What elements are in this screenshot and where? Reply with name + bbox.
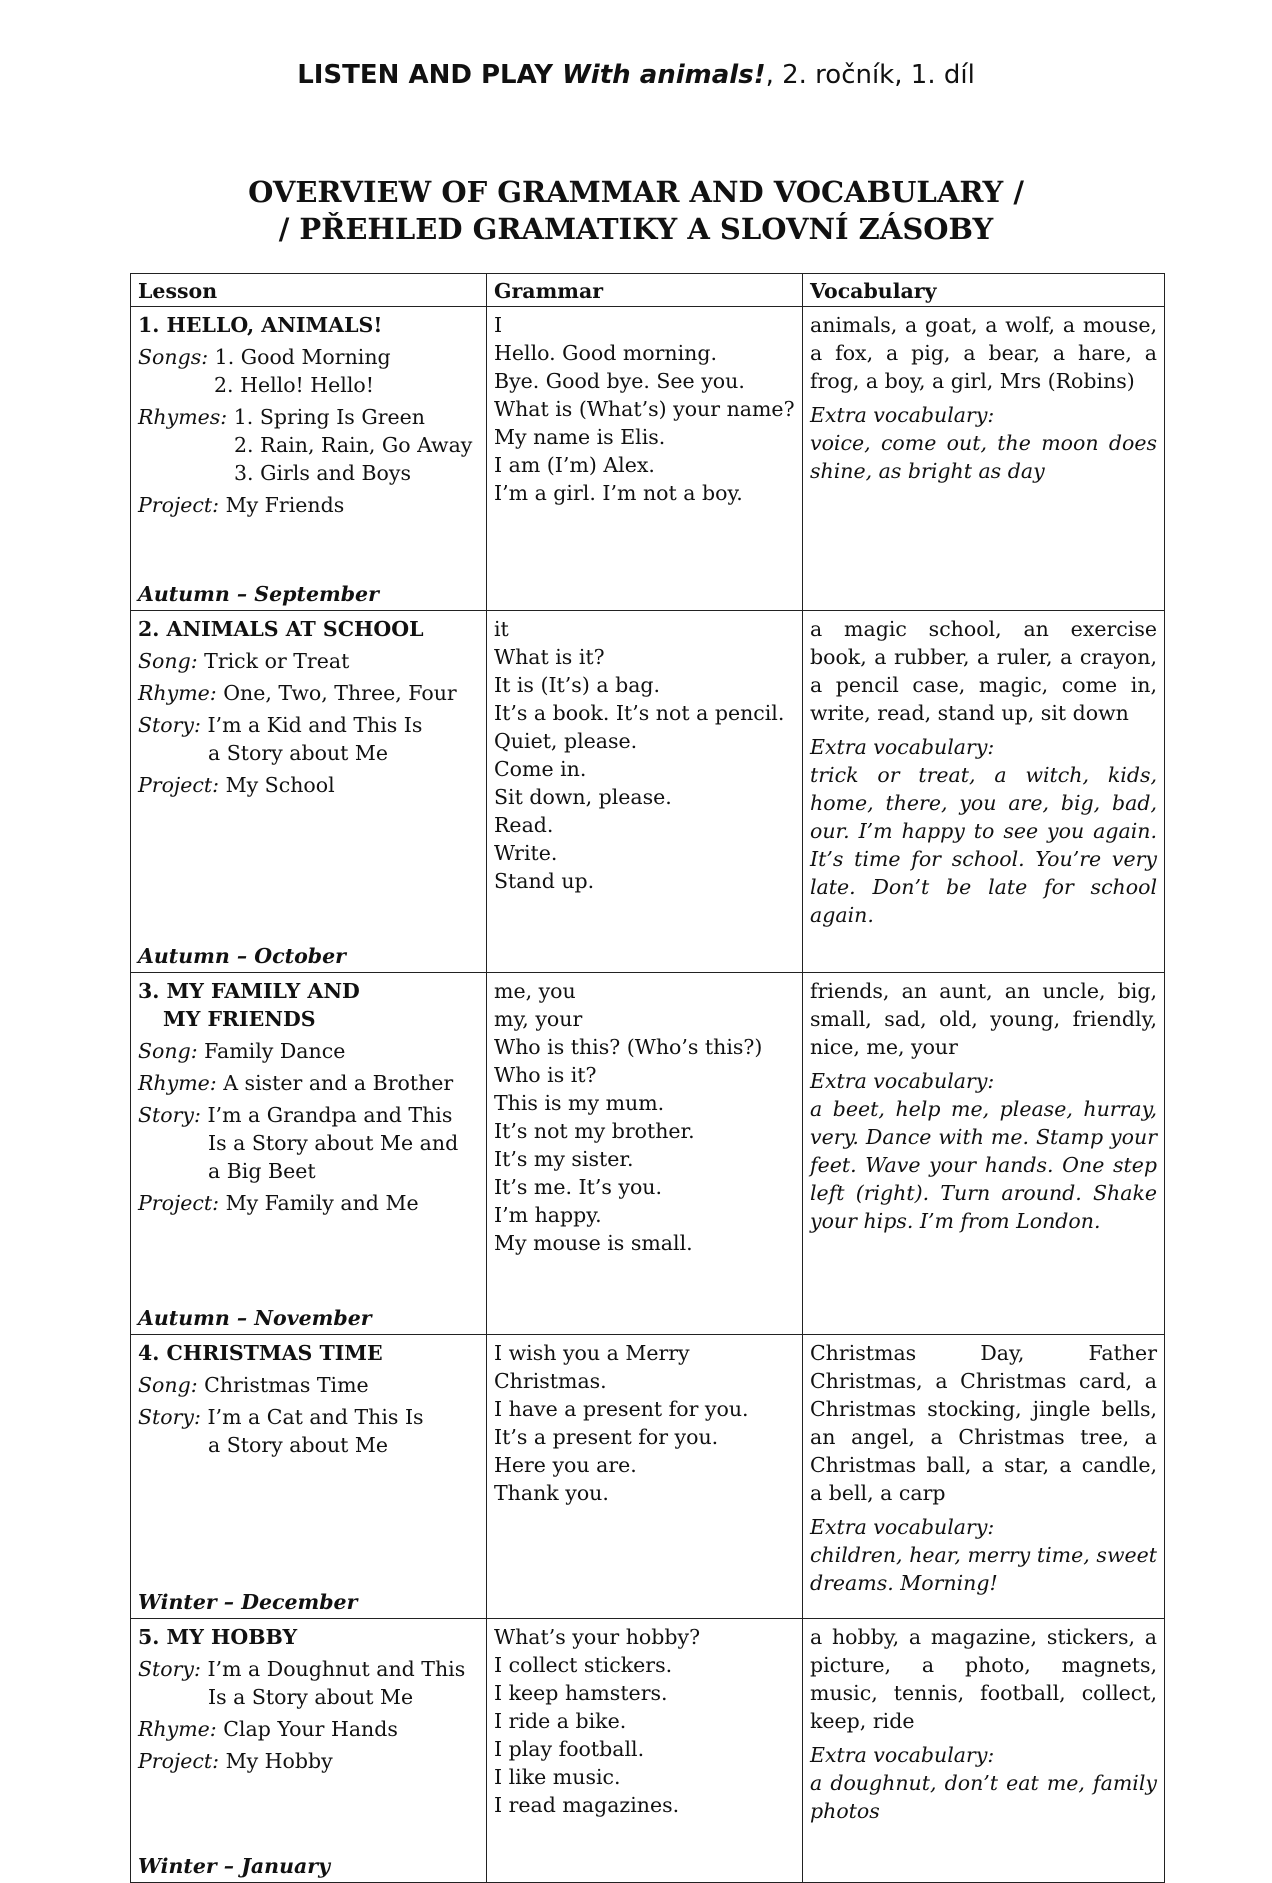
entry-value: I’m a Grandpa and This [207, 1103, 453, 1127]
vocabulary-text: a magic school, an exercise book, a rubber, a ruler, a crayon, a pencil case, magic, come in, write, read, stand up, sit down [810, 617, 1157, 725]
grammar-line: I [494, 313, 503, 337]
grammar-cell [487, 1619, 803, 1883]
grammar-cell [487, 1335, 803, 1619]
grammar-line: I like music. [494, 1765, 621, 1789]
entry-label: Project: [138, 1749, 220, 1773]
extra-vocabulary-label: Extra vocabulary: [810, 735, 995, 759]
header-subtitle: With animals! [562, 60, 766, 90]
season-label: Autumn – November [138, 1306, 372, 1330]
page-header [0, 60, 1272, 90]
grammar-line: I have a present for you. [494, 1397, 749, 1421]
entry-label: Rhyme: [138, 1717, 217, 1741]
vocabulary-cell [803, 1335, 1165, 1619]
grammar-line: me, you [494, 979, 576, 1003]
entry-value: 1. Good Morning [214, 345, 391, 369]
table-row [131, 1619, 1165, 1883]
entry-value: Christmas Time [204, 1373, 369, 1397]
grammar-line: Here you are. [494, 1453, 637, 1477]
vocabulary-text: Christmas Day, Father Christmas, a Christmas card, a Christmas stocking, jingle bells, an angel, a Christmas tree, a Christmas ball, a star, a candle, a bell, a carp [810, 1341, 1157, 1505]
grammar-line: my, your [494, 1007, 583, 1031]
grammar-line: It’s a present for you. [494, 1425, 719, 1449]
table-row [131, 611, 1165, 973]
entry-value: Is a Story about Me [208, 1685, 414, 1709]
grammar-line: I keep hamsters. [494, 1681, 668, 1705]
table-row [131, 973, 1165, 1335]
entry-label: Song: [138, 1039, 198, 1063]
grammar-line: It is (It’s) a bag. [494, 673, 661, 697]
lesson-title [138, 1339, 479, 1367]
lesson-entry [138, 1069, 479, 1097]
entry-label: Rhyme: [138, 1071, 217, 1095]
header-lesson: Lesson [131, 274, 487, 307]
grammar-line: Sit down, please. [494, 785, 672, 809]
entry-value: 3. Girls and Boys [234, 461, 411, 485]
grammar-line: it [494, 617, 509, 641]
grammar-line: Who is this? (Who’s this?) [494, 1035, 763, 1059]
lesson-entry [138, 711, 479, 767]
lesson-title [138, 1623, 479, 1651]
lesson-cell [131, 1619, 487, 1883]
header-series: LISTEN AND PLAY [297, 60, 563, 90]
vocabulary-cell [803, 973, 1165, 1335]
grammar-line: I collect stickers. [494, 1653, 673, 1677]
lesson-entry [138, 1189, 479, 1217]
grammar-line: Read. [494, 813, 554, 837]
lesson-entry [138, 1403, 479, 1459]
entry-label: Rhyme: [138, 681, 217, 705]
lesson-entry [138, 679, 479, 707]
entry-value: I’m a Doughnut and This [207, 1657, 466, 1681]
title-czech: / PŘEHLED GRAMATIKY A SLOVNÍ ZÁSOBY [278, 212, 994, 246]
entry-label: Story: [138, 1657, 201, 1681]
entry-label: Song: [138, 1373, 198, 1397]
entry-value: Is a Story about Me and [208, 1131, 459, 1155]
lesson-entry [138, 1715, 479, 1743]
grammar-cell [487, 973, 803, 1335]
entry-label: Songs: [138, 345, 209, 369]
lesson-title [138, 977, 479, 1033]
entry-value: a Big Beet [208, 1159, 316, 1183]
extra-vocabulary-text: voice, come out, the moon does shine, as bright as day [810, 431, 1157, 483]
entry-value: My School [225, 773, 335, 797]
grammar-line: Bye. Good bye. See you. [494, 369, 745, 393]
entry-label: Rhymes: [138, 405, 228, 429]
entry-value: a Story about Me [208, 741, 389, 765]
entry-value: Trick or Treat [204, 649, 350, 673]
lesson-entry [138, 1655, 479, 1711]
season-label: Winter – January [138, 1854, 330, 1878]
entry-label: Story: [138, 1405, 201, 1429]
entry-value: I’m a Cat and This Is [207, 1405, 424, 1429]
page-title [0, 174, 1272, 248]
grammar-line: I am (I’m) Alex. [494, 453, 655, 477]
vocabulary-text: friends, an aunt, an uncle, big, small, sad, old, young, friendly, nice, me, your [810, 979, 1157, 1059]
grammar-line: I ride a bike. [494, 1709, 627, 1733]
grammar-line: What is (What’s) your name? [494, 397, 795, 421]
extra-vocabulary-text: a doughnut, don’t eat me, family photos [810, 1771, 1157, 1823]
entry-value: 2. Rain, Rain, Go Away [234, 433, 473, 457]
extra-vocabulary-label: Extra vocabulary: [810, 1069, 995, 1093]
lesson-title-line: 4. CHRISTMAS TIME [138, 1341, 383, 1365]
lesson-entry [138, 403, 479, 487]
header-grade: , 2. ročník, 1. díl [765, 60, 975, 90]
table-header-row [131, 274, 1165, 307]
lesson-cell [131, 611, 487, 973]
lesson-title-line: 3. MY FAMILY AND [138, 979, 360, 1003]
grammar-line: I wish you a Merry Christmas. [494, 1341, 690, 1393]
lesson-entry [138, 771, 479, 799]
lesson-title [138, 311, 479, 339]
lesson-entry [138, 343, 479, 399]
grammar-line: It’s me. It’s you. [494, 1175, 663, 1199]
grammar-line: I read magazines. [494, 1793, 680, 1817]
entry-label: Story: [138, 713, 201, 737]
title-english: OVERVIEW OF GRAMMAR AND VOCABULARY / [248, 175, 1024, 209]
vocabulary-text: animals, a goat, a wolf, a mouse, a fox, a pig, a bear, a hare, a frog, a boy, a girl, Mrs (Robins) [810, 313, 1157, 393]
grammar-line: Quiet, please. [494, 729, 638, 753]
entry-value: 1. Spring Is Green [233, 405, 425, 429]
grammar-cell [487, 307, 803, 611]
lesson-entry [138, 1747, 479, 1775]
table-row [131, 307, 1165, 611]
lesson-cell [131, 307, 487, 611]
grammar-cell [487, 611, 803, 973]
entry-label: Song: [138, 649, 198, 673]
entry-value: I’m a Kid and This Is [207, 713, 423, 737]
entry-label: Story: [138, 1103, 201, 1127]
entry-value: My Friends [225, 493, 345, 517]
grammar-line: I’m a girl. I’m not a boy. [494, 481, 743, 505]
season-label: Autumn – September [138, 582, 379, 606]
grammar-line: I’m happy. [494, 1203, 602, 1227]
extra-vocabulary-text: trick or treat, a witch, kids, home, there, you are, big, bad, our. I’m happy to see you again. It’s time for school. You’re very late. Don’t be late for school again. [810, 763, 1157, 927]
extra-vocabulary-label: Extra vocabulary: [810, 1743, 995, 1767]
grammar-line: It’s my sister. [494, 1147, 634, 1171]
entry-value: 2. Hello! Hello! [214, 373, 374, 397]
entry-label: Project: [138, 1191, 220, 1215]
entry-value: My Hobby [225, 1749, 333, 1773]
lesson-entry [138, 1371, 479, 1399]
lesson-cell [131, 973, 487, 1335]
grammar-line: Who is it? [494, 1063, 597, 1087]
overview-table [130, 273, 1165, 1883]
entry-value: A sister and a Brother [223, 1071, 454, 1095]
season-label: Winter – December [138, 1590, 358, 1614]
grammar-line: It’s a book. It’s not a pencil. [494, 701, 785, 725]
grammar-line: My name is Elis. [494, 425, 666, 449]
vocabulary-cell [803, 1619, 1165, 1883]
season-label: Autumn – October [138, 944, 346, 968]
grammar-line: My mouse is small. [494, 1231, 693, 1255]
vocabulary-cell [803, 611, 1165, 973]
extra-vocabulary-text: children, hear, merry time, sweet dreams. Morning! [810, 1543, 1157, 1595]
lesson-entry [138, 1101, 479, 1185]
extra-vocabulary-label: Extra vocabulary: [810, 403, 995, 427]
vocabulary-text: a hobby, a magazine, stickers, a picture, a photo, magnets, music, tennis, football, collect, keep, ride [810, 1625, 1157, 1733]
grammar-line: I play football. [494, 1737, 645, 1761]
grammar-line: Hello. Good morning. [494, 341, 718, 365]
entry-value: My Family and Me [225, 1191, 419, 1215]
entry-label: Project: [138, 493, 220, 517]
grammar-line: Write. [494, 841, 558, 865]
lesson-cell [131, 1335, 487, 1619]
entry-value: One, Two, Three, Four [223, 681, 457, 705]
header-vocabulary: Vocabulary [803, 274, 1165, 307]
table-row [131, 1335, 1165, 1619]
lesson-title-line: 1. HELLO, ANIMALS! [138, 313, 383, 337]
lesson-title-line: MY FRIENDS [163, 1007, 316, 1031]
entry-value: Family Dance [204, 1039, 346, 1063]
extra-vocabulary-text: a beet, help me, please, hurray, very. Dance with me. Stamp your feet. Wave your hands. One step left (right). Turn around. Shake your hips. I’m from London. [810, 1097, 1157, 1233]
lesson-entry [138, 491, 479, 519]
header-grammar: Grammar [487, 274, 803, 307]
lesson-entry [138, 1037, 479, 1065]
grammar-line: What’s your hobby? [494, 1625, 701, 1649]
lesson-title-line: 2. ANIMALS AT SCHOOL [138, 617, 424, 641]
grammar-line: This is my mum. [494, 1091, 665, 1115]
lesson-title [138, 615, 479, 643]
grammar-line: It’s not my brother. [494, 1119, 695, 1143]
grammar-line: Thank you. [494, 1481, 609, 1505]
vocabulary-cell [803, 307, 1165, 611]
entry-label: Project: [138, 773, 220, 797]
grammar-line: Come in. [494, 757, 587, 781]
lesson-entry [138, 647, 479, 675]
entry-value: a Story about Me [208, 1433, 389, 1457]
entry-value: Clap Your Hands [223, 1717, 398, 1741]
grammar-line: What is it? [494, 645, 605, 669]
extra-vocabulary-label: Extra vocabulary: [810, 1515, 995, 1539]
grammar-line: Stand up. [494, 869, 595, 893]
lesson-title-line: 5. MY HOBBY [138, 1625, 298, 1649]
